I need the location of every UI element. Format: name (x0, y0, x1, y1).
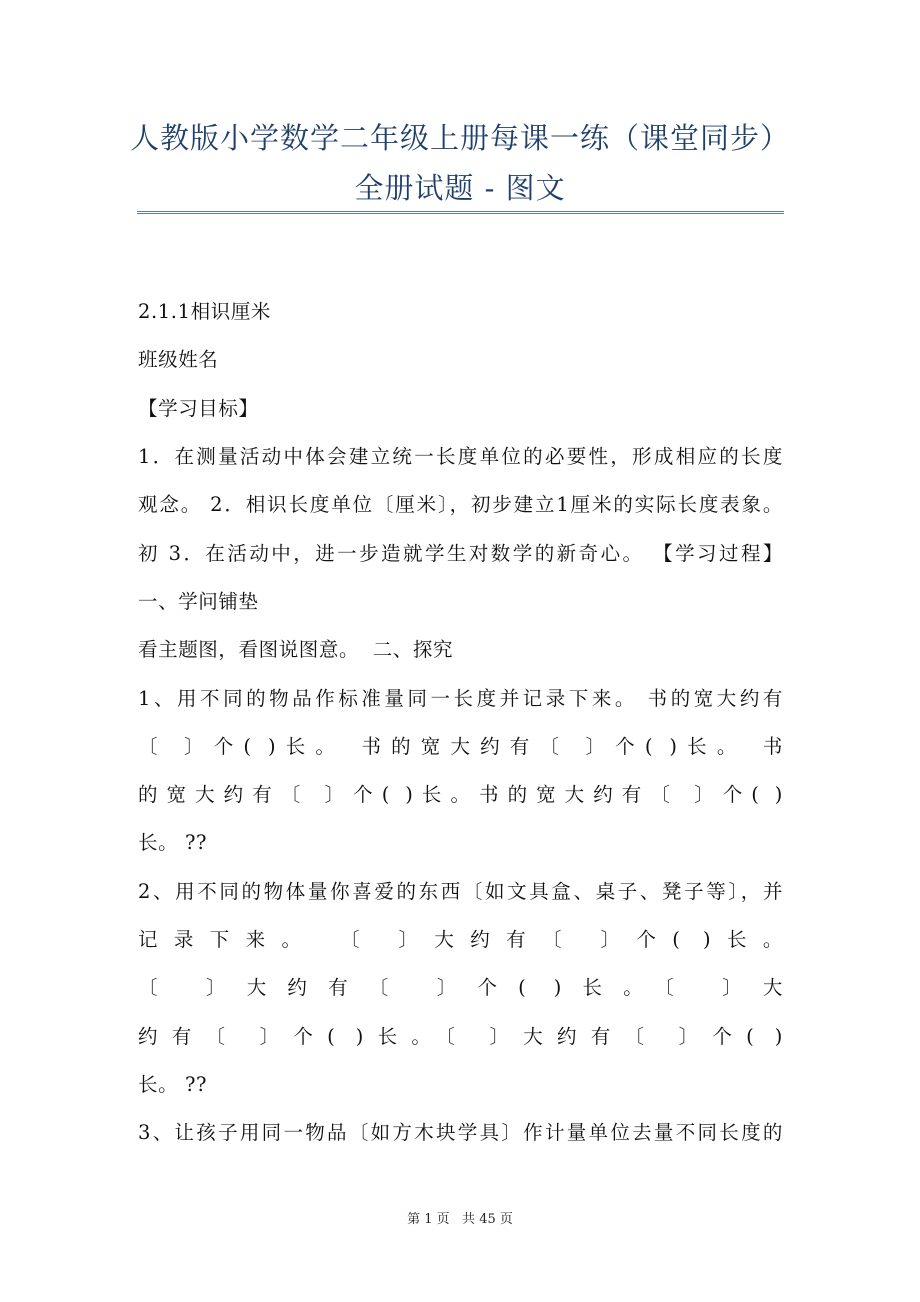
paragraph-line: 看主题图，看图说图意。 二、探究 (138, 638, 454, 661)
paragraph-line: 约有〔 〕个( )长。〔 〕大约有〔 〕个( ) (138, 1025, 783, 1048)
paragraph-line: 观念。 2．相识长度单位〔厘米〕，初步建立1厘米的实际长度表象。 (138, 493, 783, 516)
title-divider (137, 211, 784, 214)
paragraph-line: 初 3．在活动中，进一步造就学生对数学的新奇心。 【学习过程】 (138, 542, 783, 565)
paragraph-line: 〔 〕个( )长。 书的宽大约有〔 〕个( )长。 书 (138, 735, 783, 758)
class-name-line: 班级姓名 (138, 348, 219, 371)
paragraph-line: 长。 ?? (138, 831, 208, 854)
section-heading: 2.1.1相识厘米 (138, 300, 272, 323)
page-number-footer: 第 1 页 共 45 页 (407, 1212, 513, 1227)
paragraph-line: 记录下来。 〔 〕大约有〔 〕个( )长。 (138, 928, 783, 951)
paragraph-line: 一、学问铺垫 (138, 590, 259, 613)
paragraph-line: 3、让孩子用同一物品〔如方木块学具〕作计量单位去量不同长度的 (138, 1121, 783, 1144)
paragraph-line: 的宽大约有〔 〕个( )长。书的宽大约有〔 〕个( ) (138, 783, 783, 806)
learning-goals-heading: 【学习目标】 (138, 397, 259, 420)
document-title-line-1: 人教版小学数学二年级上册每课一练（课堂同步） (129, 121, 790, 155)
paragraph-line: 1、用不同的物品作标准量同一长度并记录下来。 书的宽大约有 (138, 687, 783, 710)
paragraph-line: 长。 ?? (138, 1073, 208, 1096)
paragraph-line: 2、用不同的物体量你喜爱的东西〔如文具盒、桌子、凳子等〕，并 (138, 880, 783, 903)
paragraph-line: 1．在测量活动中体会建立统一长度单位的必要性，形成相应的长度 (138, 445, 783, 468)
paragraph-line: 〔 〕大约有〔 〕个( )长。〔 〕大 (138, 976, 783, 999)
document-title-line-2: 全册试题 - 图文 (354, 171, 566, 205)
